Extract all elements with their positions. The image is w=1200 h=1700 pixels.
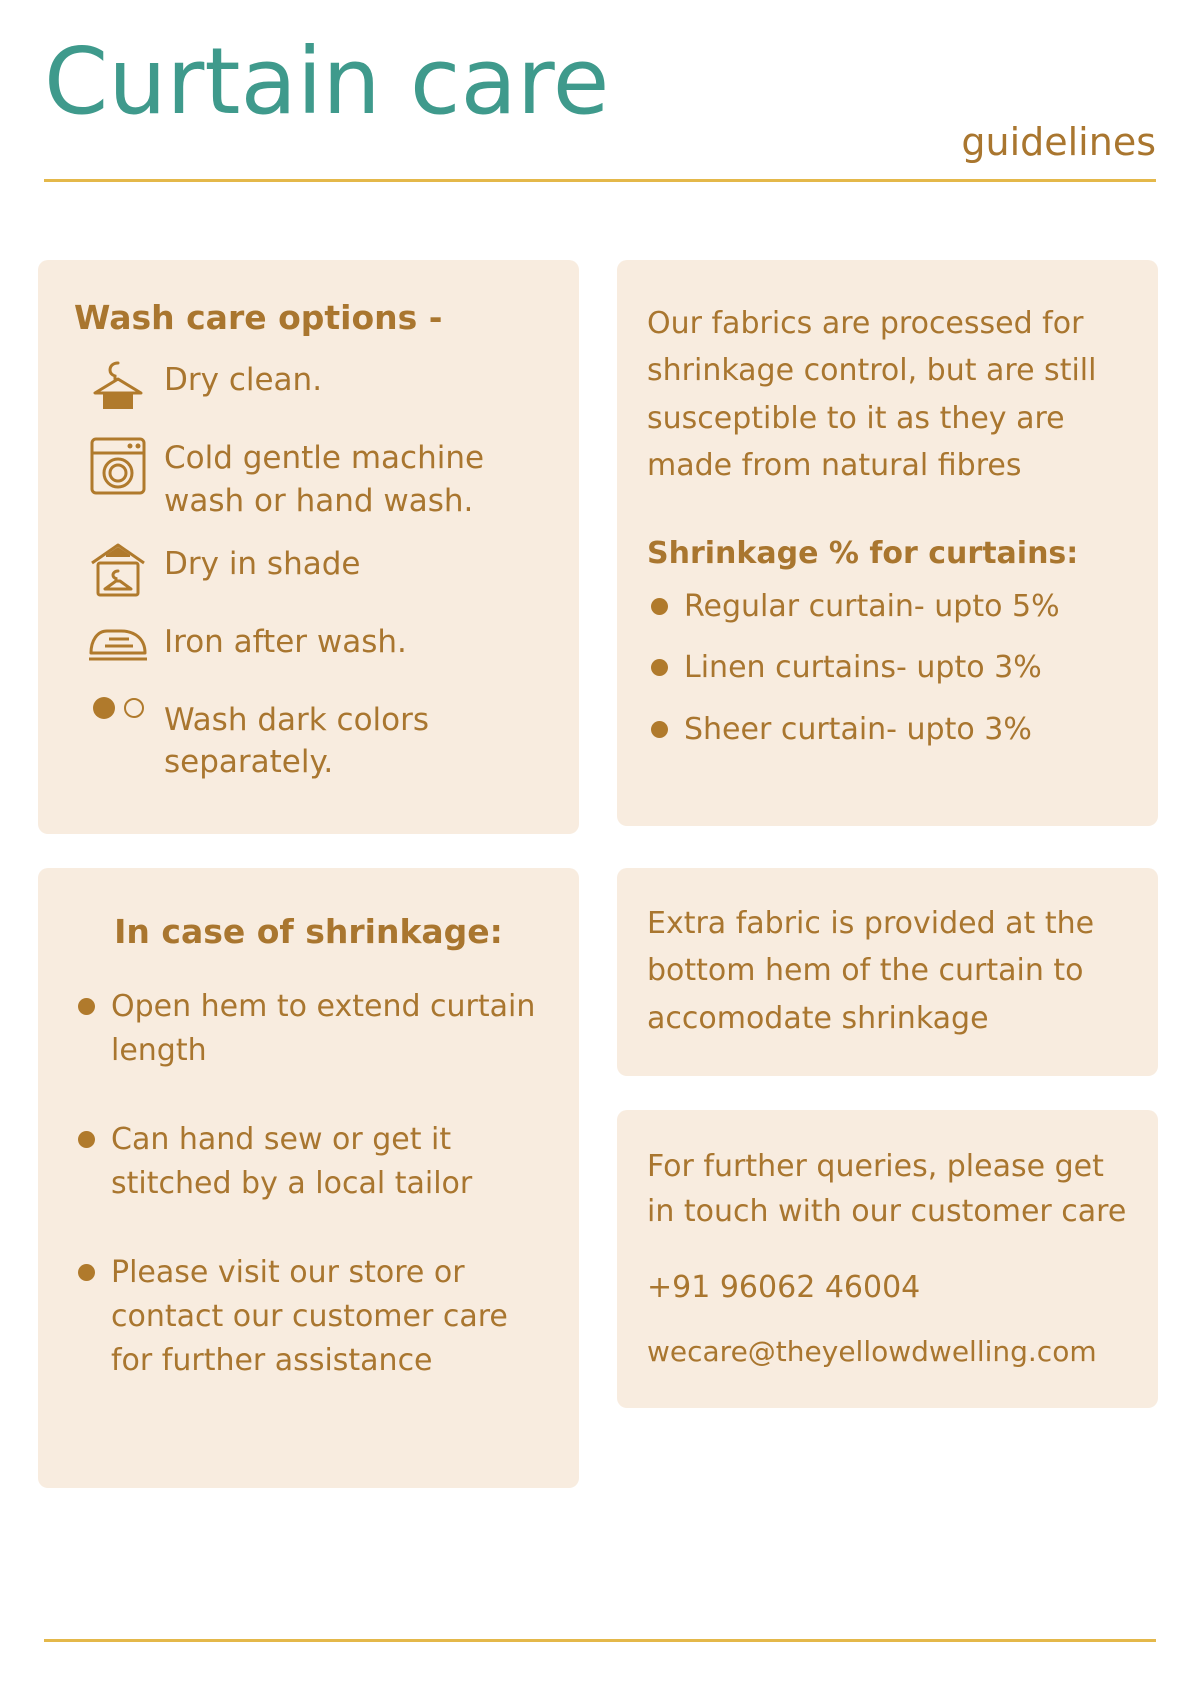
bullet-dot-icon bbox=[651, 598, 668, 615]
bullet-dot-icon bbox=[651, 721, 668, 738]
bullet-label: Linen curtains- upto 3% bbox=[684, 650, 1042, 686]
bullet-dot-icon bbox=[78, 1131, 95, 1148]
list-item bbox=[72, 695, 545, 785]
bullet-dot-icon bbox=[78, 998, 95, 1015]
page-header bbox=[38, 28, 1162, 182]
bullet-label: Regular curtain- upto 5% bbox=[684, 588, 1060, 624]
two-color-dots-icon bbox=[72, 695, 164, 719]
in-case-bullet-list bbox=[68, 985, 549, 1384]
wash-care-item-label: Dry in shade bbox=[164, 545, 361, 582]
wash-care-item-label: Cold gentle machine wash or hand wash. bbox=[164, 440, 485, 519]
content-grid bbox=[38, 260, 1162, 1488]
extra-fabric-text: Extra fabric is provided at the bottom hem of the curtain to accomodate shrinkage bbox=[647, 906, 1095, 1036]
contact-card bbox=[617, 1110, 1158, 1408]
extra-fabric-card bbox=[617, 868, 1158, 1076]
list-item bbox=[74, 1118, 543, 1207]
contact-email[interactable]: wecare@theyellowdwelling.com bbox=[647, 1335, 1097, 1369]
wash-care-card bbox=[38, 260, 579, 834]
list-item bbox=[72, 617, 545, 679]
list-item bbox=[647, 646, 1128, 690]
list-item bbox=[72, 539, 545, 601]
bullet-label: Open hem to extend curtain length bbox=[111, 989, 536, 1069]
list-item bbox=[647, 585, 1128, 629]
shrinkage-bullet-list bbox=[647, 585, 1128, 752]
in-case-heading: In case of shrinkage: bbox=[114, 912, 503, 952]
wash-care-item-label: Iron after wash. bbox=[164, 623, 407, 660]
bullet-label: Can hand sew or get it stitched by a local tailor bbox=[111, 1121, 473, 1202]
in-case-of-shrinkage-card bbox=[38, 868, 579, 1488]
wash-care-heading: Wash care options - bbox=[74, 298, 443, 337]
washing-machine-icon bbox=[72, 433, 164, 497]
contact-text: For further queries, please get in touch with our customer care bbox=[647, 1149, 1127, 1230]
wash-care-list bbox=[72, 355, 545, 784]
contact-phone[interactable]: +91 96062 46004 bbox=[647, 1270, 921, 1306]
footer-divider bbox=[44, 1639, 1156, 1642]
bullet-dot-icon bbox=[651, 659, 668, 676]
shrinkage-subheading: Shrinkage % for curtains: bbox=[647, 535, 1079, 571]
dry-in-shade-icon bbox=[72, 539, 164, 601]
list-item bbox=[72, 433, 545, 523]
list-item bbox=[647, 708, 1128, 752]
list-item bbox=[74, 985, 543, 1074]
list-item bbox=[72, 355, 545, 417]
bullet-label: Please visit our store or contact our customer care for further assistance bbox=[111, 1254, 508, 1379]
header-divider bbox=[44, 179, 1156, 182]
wash-care-item-label: Wash dark colors separately. bbox=[164, 701, 430, 781]
iron-icon bbox=[72, 617, 164, 665]
page-subtitle: guidelines bbox=[961, 120, 1156, 164]
bullet-label: Sheer curtain- upto 3% bbox=[684, 711, 1032, 747]
page-title: Curtain care bbox=[44, 28, 610, 135]
shrinkage-paragraph: Our fabrics are processed for shrinkage control, but are still susceptible to it as they are made from natural fibres bbox=[647, 306, 1097, 484]
bullet-dot-icon bbox=[78, 1264, 95, 1281]
list-item bbox=[74, 1251, 543, 1384]
right-bottom-column bbox=[617, 868, 1158, 1408]
hanger-icon bbox=[72, 355, 164, 413]
wash-care-item-label: Dry clean. bbox=[164, 362, 323, 398]
shrinkage-info-card bbox=[617, 260, 1158, 826]
